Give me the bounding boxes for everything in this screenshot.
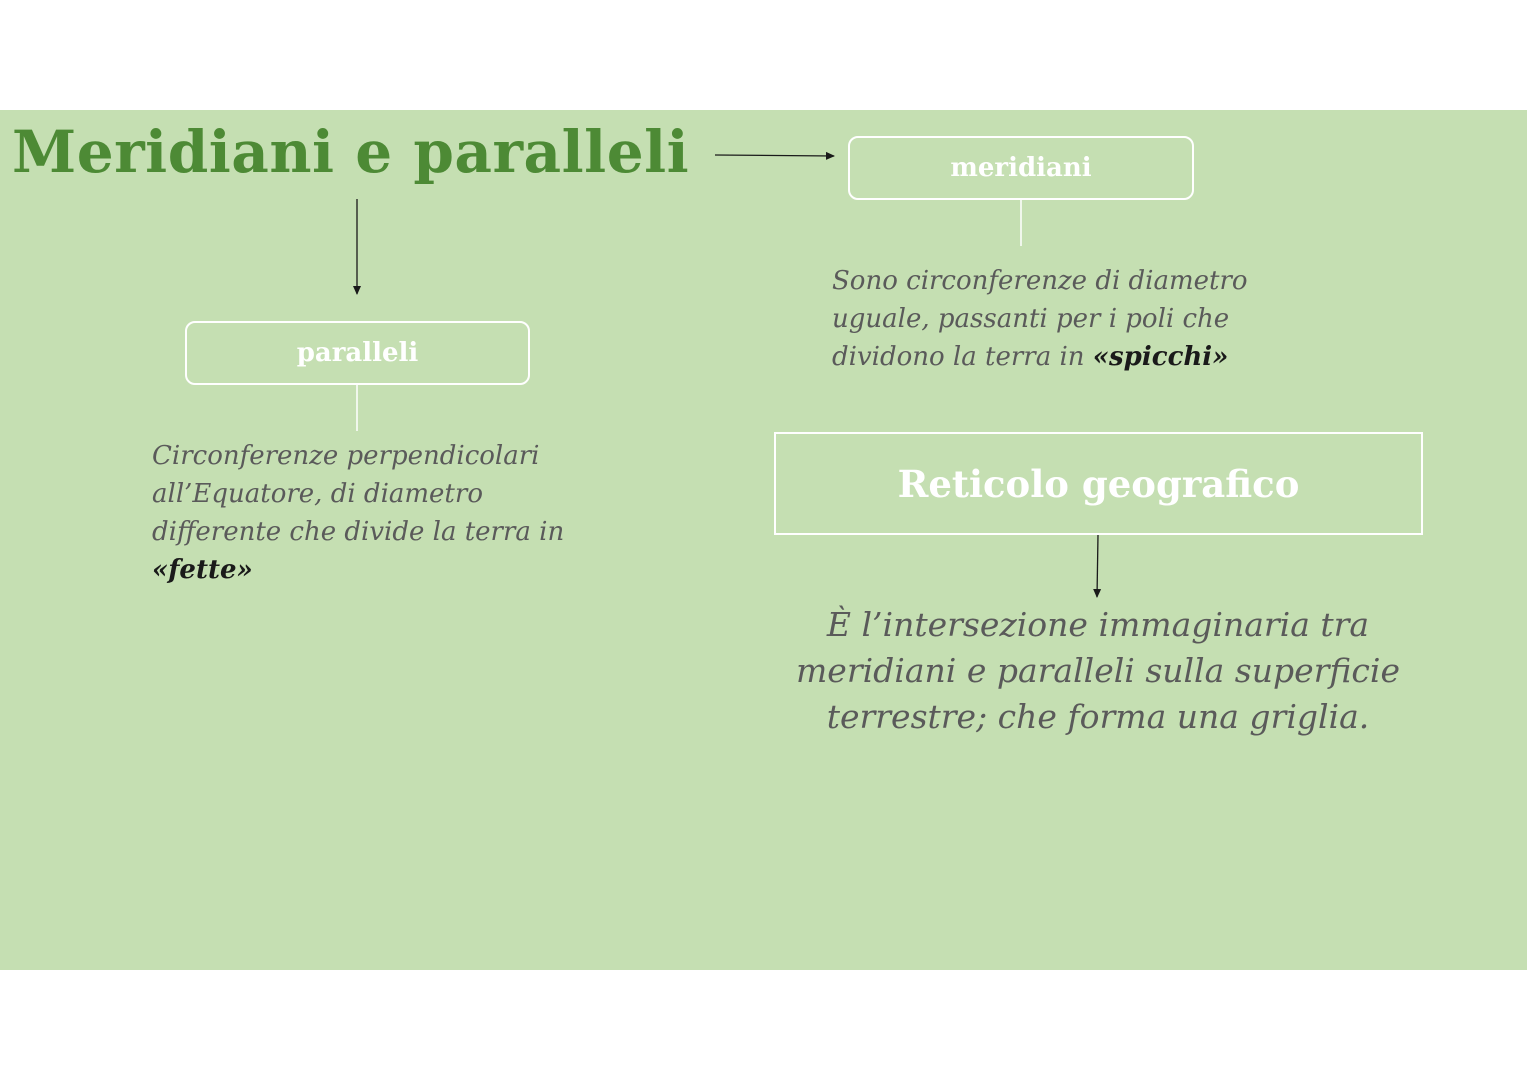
meridiani-highlight: «spicchi» [1092,342,1229,372]
reticolo-box [774,432,1423,535]
reticolo-description: È l’intersezione immaginaria tra meridiani e paralleli sulla superficie terrestre; che forma una griglia. [796,605,1400,736]
paralleli-description-text: Circonferenze perpendicolari all’Equatore, di diametro differente che divide la terra in [152,441,565,547]
paralleli-highlight: «fette» [152,555,253,585]
meridiani-description [832,262,1292,376]
reticolo-label: Reticolo geografico [897,461,1300,506]
paralleli-description [152,437,592,589]
meridiani-description-text: Sono circonferenze di diametro uguale, passanti per i poli che dividono la terra in [832,266,1248,372]
paralleli-box [185,321,530,385]
meridiani-box [848,136,1194,200]
paralleli-label: paralleli [296,338,419,368]
page-title: Meridiani e paralleli [12,118,690,186]
meridiani-label: meridiani [950,153,1092,183]
